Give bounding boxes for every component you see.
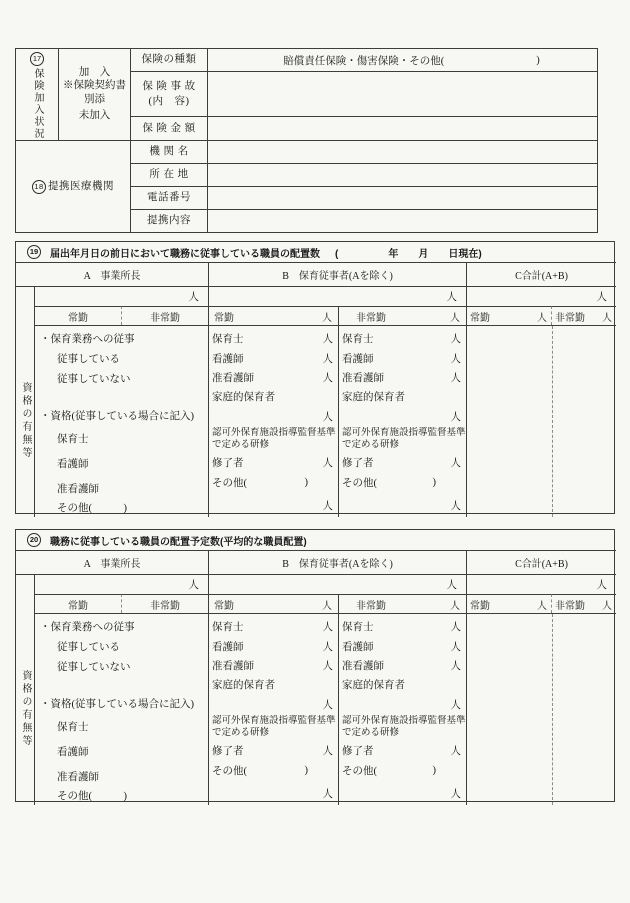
unit-label: 人 [446,292,457,303]
b-line-count [339,406,466,427]
role-label: 准看護師 [212,661,254,672]
role-label: 看護師 [212,641,244,653]
role-label: 准看護師 [342,661,384,672]
b-line-hoikushi [209,328,338,348]
side-label-spacer [16,286,34,306]
role-label: その他( [212,478,247,489]
unit-label: 人 [322,457,333,469]
qualification-side-label: 資格の有無等 [20,382,31,460]
section20-title-row [16,530,614,550]
unit-label: 人 [450,641,461,653]
insurance-medical-table [15,48,598,233]
b-line-home-carer [339,675,466,694]
a-line-other: その他( ) [57,503,127,514]
unit-label: 人 [450,788,461,800]
unit-label: 人 [322,788,333,800]
section19-body-row [16,325,614,513]
unit-label: 人 [450,600,460,612]
a-parttime-header: 非常勤 [121,306,208,325]
c-fulltime-header [466,594,551,613]
role-label: 看護師 [342,353,374,365]
section19-unit-row [16,286,614,306]
a-line-hoikushi: 保育士 [57,434,89,445]
a-line-not-engaged: 従事していない [57,661,131,673]
b-line-hoikushi [209,616,338,636]
training-line2: で定める研修 [342,439,400,450]
role-label: 修了者 [212,745,244,757]
a-fulltime-header: 常勤 [34,594,121,613]
close-paren: ) [304,765,308,776]
unit-label: 人 [450,621,461,633]
b-line-training [209,715,338,740]
insurance-type-value-close: ) [536,54,540,66]
section20-staff-table [15,529,615,802]
insurance-type-value-open: 賠償責任保険・傷害保険・その他( [283,55,445,67]
section19-date-note: ( 年 月 日現在) [335,248,482,260]
b-line-home-carer [209,675,338,694]
role-label: 保育士 [342,621,374,633]
training-line2: で定める研修 [212,727,270,738]
role-label: 保育士 [212,621,244,633]
b-line-count [339,694,466,715]
insurance-not-joined-label: 未加入 [78,109,111,121]
section20-body-row [16,613,614,801]
side-label-spacer [16,594,34,613]
unit-label: 人 [450,700,461,711]
b-line-hoikushi [339,616,466,636]
unit-cell-a [34,286,208,306]
circled-number-18: 18 [32,180,46,194]
b-line-home-carer [339,387,466,406]
training-line1: 認可外保育施設指導監督基準 [342,428,466,438]
fulltime-label: 常勤 [470,600,490,612]
a-line-blank [35,676,208,692]
insurance-accident-value-cell[interactable] [207,71,597,116]
header-c: C合計(A+B) [466,550,616,574]
fulltime-label: 常勤 [214,312,234,324]
b-line-completed [209,452,338,472]
qualification-side-cell [16,613,34,805]
close-paren: ) [432,765,436,776]
a-line-assistant-nurse: 准看護師 [57,772,99,783]
b-line-count [339,781,466,805]
b-fulltime-header [208,306,338,325]
unit-label: 人 [322,745,333,757]
parttime-label: 非常勤 [555,600,585,612]
a-line-engaged: 従事している [57,641,120,653]
b-line-hoikushi [339,328,466,348]
close-paren: ) [432,477,436,488]
unit-label: 人 [450,745,461,757]
c-total-body-cell[interactable] [466,325,616,517]
training-line1: 認可外保育施設指導監督基準 [212,716,336,726]
unit-label: 人 [537,600,547,612]
c-fulltime-header [466,306,551,325]
insurance-amount-label: 保 険 金 額 [130,116,207,140]
a-line-qualification: ・資格(従事している場合に記入) [40,698,194,710]
unit-label: 人 [450,500,461,512]
insurance-contract-note [63,79,126,106]
close-paren: ) [304,477,308,488]
b-line-nurse [339,636,466,656]
insurance-type-value-cell [207,49,597,71]
unit-label: 人 [450,661,461,672]
c-parttime-header [551,306,616,325]
c-total-body-cell[interactable] [466,613,616,805]
a-line-hoikushi: 保育士 [57,722,89,733]
b-line-assistant-nurse [339,656,466,675]
unit-label: 人 [596,580,607,591]
qualification-side-cell [16,325,34,517]
parttime-label: 非常勤 [356,312,386,324]
c-column-divider [552,326,553,517]
medical-address-value-cell[interactable] [207,163,597,186]
role-label: 准看護師 [212,373,254,384]
unit-label: 人 [602,600,612,612]
insurance-side-label: 保険加入状況 [32,68,43,140]
b-line-assistant-nurse [339,368,466,387]
b-line-training [209,427,338,452]
b-line-count [209,406,338,427]
a-line-not-engaged: 従事していない [57,373,131,385]
a-line-nurse: 看護師 [57,459,89,470]
c-parttime-header [551,594,616,613]
b-line-count [209,781,338,805]
b-line-assistant-nurse [209,656,338,675]
unit-label: 人 [450,333,461,345]
role-label: 看護師 [212,353,244,365]
medical-address-label: 所 在 地 [130,163,207,186]
unit-label: 人 [450,412,461,423]
medical-name-value-cell[interactable] [207,140,597,163]
b-line-count [339,493,466,517]
unit-label: 人 [596,292,607,303]
b-parttime-body-cell [338,325,466,517]
b-fulltime-header [208,594,338,613]
unit-label: 人 [446,580,457,591]
unit-label: 人 [322,661,333,672]
training-line1: 認可外保育施設指導監督基準 [212,428,336,438]
role-label: 家庭的保育者 [212,680,275,691]
role-label: その他( [342,478,377,489]
unit-label: 人 [322,373,333,384]
unit-cell-a [34,574,208,594]
unit-cell-c [466,286,616,306]
unit-label: 人 [322,412,333,423]
section20-title: 職務に従事している職員の配置予定数(平均的な職員配置) [50,536,307,548]
header-c: C合計(A+B) [466,262,616,286]
fulltime-label: 常勤 [214,600,234,612]
a-line-engagement: ・保育業務への従事 [40,621,135,633]
role-label: 准看護師 [342,373,384,384]
unit-cell-c [466,574,616,594]
header-b: B 保育従事者(Aを除く) [208,262,466,286]
b-parttime-header [338,306,466,325]
b-line-assistant-nurse [209,368,338,387]
b-line-completed [339,452,466,472]
b-line-nurse [209,636,338,656]
b-line-nurse [339,348,466,368]
unit-label: 人 [602,312,612,324]
role-label: その他( [342,766,377,777]
header-b: B 保育従事者(Aを除く) [208,550,466,574]
unit-label: 人 [537,312,547,324]
b-line-home-carer [209,387,338,406]
role-label: 修了者 [212,457,244,469]
unit-cell-b [208,286,466,306]
insurance-type-label: 保険の種類 [130,49,207,71]
medical-phone-label: 電話番号 [130,186,207,209]
b-line-other [209,760,338,781]
section19-title: 届出年月日の前日において職務に従事している職員の配置数 [50,248,320,260]
b-line-training [339,715,466,740]
role-label: 保育士 [342,333,374,345]
training-line2: で定める研修 [212,439,270,450]
a-body-cell [34,325,208,517]
b-parttime-body-cell [338,613,466,805]
section19-subheader-row [16,306,614,325]
insurance-amount-value-cell[interactable] [207,116,597,140]
section20-header-row [16,550,614,574]
role-label: 修了者 [342,745,374,757]
unit-label: 人 [188,292,199,303]
insurance-accident-label [130,71,207,116]
section19-staff-table [15,241,615,514]
circled-number-17: 17 [30,52,44,66]
unit-label: 人 [322,333,333,345]
contract-note-line2: 別添 [84,94,105,105]
medical-institution-label-cell [16,140,130,232]
unit-cell-b [208,574,466,594]
role-label: その他( [212,766,247,777]
insurance-status-options-cell [58,49,130,140]
unit-label: 人 [450,312,460,324]
role-label: 修了者 [342,457,374,469]
header-a: A 事業所長 [16,550,208,574]
unit-label: 人 [322,312,332,324]
parttime-label: 非常勤 [356,600,386,612]
unit-label: 人 [322,700,333,711]
b-line-completed [209,740,338,760]
training-line2: で定める研修 [342,727,400,738]
a-line-nurse: 看護師 [57,747,89,758]
training-line1: 認可外保育施設指導監督基準 [342,716,466,726]
role-label: 看護師 [342,641,374,653]
medical-detail-label: 提携内容 [130,209,207,232]
a-line-engagement: ・保育業務への従事 [40,333,135,345]
a-line-blank [35,388,208,404]
unit-label: 人 [322,600,332,612]
medical-name-label: 機 関 名 [130,140,207,163]
circled-number-19: 19 [27,245,41,259]
insurance-status-side-cell [16,49,58,140]
unit-label: 人 [450,457,461,469]
a-line-qualification: ・資格(従事している場合に記入) [40,410,194,422]
fulltime-label: 常勤 [470,312,490,324]
unit-label: 人 [322,621,333,633]
b-fulltime-body-cell [208,613,338,805]
side-label-spacer [16,306,34,325]
role-label: 家庭的保育者 [212,392,275,403]
b-line-training [339,427,466,452]
unit-label: 人 [322,500,333,512]
a-line-assistant-nurse: 准看護師 [57,484,99,495]
b-line-count [209,694,338,715]
c-column-divider [552,614,553,805]
b-line-count [209,493,338,517]
unit-label: 人 [450,373,461,384]
b-parttime-header [338,594,466,613]
accident-label-line2: (内 容) [148,96,190,107]
unit-label: 人 [322,641,333,653]
b-fulltime-body-cell [208,325,338,517]
role-label: 保育士 [212,333,244,345]
b-line-other [209,472,338,493]
role-label: 家庭的保育者 [342,680,405,691]
contract-note-line1: ※保険契約書 [63,80,126,92]
unit-label: 人 [322,353,333,365]
b-line-other [339,760,466,781]
qualification-side-label: 資格の有無等 [20,670,31,748]
a-fulltime-header: 常勤 [34,306,121,325]
section19-title-row [16,242,614,262]
insurance-joined-label: 加 入 [78,67,111,79]
a-line-other: その他( ) [57,791,127,802]
a-body-cell [34,613,208,805]
medical-phone-value-cell[interactable] [207,186,597,209]
a-line-engaged: 従事している [57,353,120,365]
role-label: 家庭的保育者 [342,392,405,403]
section20-subheader-row [16,594,614,613]
a-parttime-header: 非常勤 [121,594,208,613]
header-a: A 事業所長 [16,262,208,286]
b-line-completed [339,740,466,760]
b-line-nurse [209,348,338,368]
b-line-other [339,472,466,493]
unit-label: 人 [450,353,461,365]
side-label-spacer [16,574,34,594]
accident-label-line1: 保 険 事 故 [142,80,196,92]
parttime-label: 非常勤 [555,312,585,324]
medical-detail-value-cell[interactable] [207,209,597,232]
section19-header-row [16,262,614,286]
section20-unit-row [16,574,614,594]
unit-label: 人 [188,580,199,591]
medical-institution-label: 提携医療機関 [48,180,114,192]
circled-number-20: 20 [27,533,41,547]
